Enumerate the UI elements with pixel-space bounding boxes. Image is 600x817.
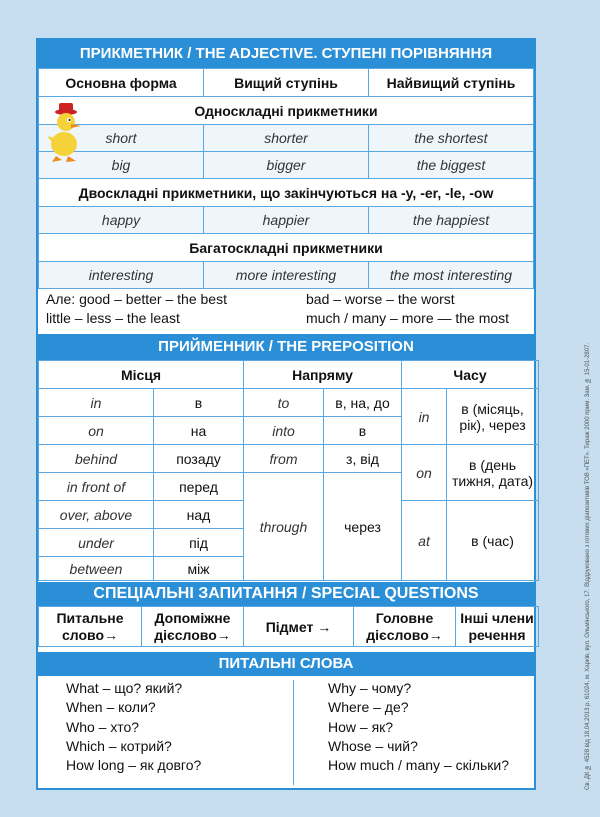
- cell: at: [402, 501, 447, 581]
- cell: in front of: [39, 473, 154, 501]
- cell: в (день тижня, дата): [447, 445, 539, 501]
- cell: on: [402, 445, 447, 501]
- cell: more interesting: [204, 262, 369, 289]
- note-left-1: Але: good – better – the best: [46, 291, 227, 307]
- group-title: Двоскладні прикметники, що закінчуються на -y, -er, -le, -ow: [39, 179, 534, 207]
- col-comparative: Вищий ступінь: [204, 69, 369, 97]
- adjective-title: ПРИКМЕТНИК / THE ADJECTIVE. СТУПЕНІ ПОРІВНЯННЯ: [38, 40, 534, 68]
- qword: How much / many – скільки?: [328, 757, 510, 773]
- cell: на: [154, 417, 244, 445]
- cell: between: [39, 557, 154, 581]
- col-place: Місця: [39, 361, 244, 389]
- qword: When – коли?: [66, 699, 156, 715]
- col-base: Основна форма: [39, 69, 204, 97]
- note-left-2: little – less – the least: [46, 310, 180, 326]
- cell: в (місяць, рік), через: [447, 389, 539, 445]
- cell: from: [244, 445, 324, 473]
- cell: над: [154, 501, 244, 529]
- cell: в (час): [447, 501, 539, 581]
- cell: the happiest: [369, 207, 534, 234]
- cell: short: [39, 125, 204, 152]
- special-title: СПЕЦІАЛЬНІ ЗАПИТАННЯ / SPECIAL QUESTIONS: [38, 582, 534, 606]
- cell: to: [244, 389, 324, 417]
- cell: перед: [154, 473, 244, 501]
- cell: в: [324, 417, 402, 445]
- cell: over, above: [39, 501, 154, 529]
- cell: the most interesting: [369, 262, 534, 289]
- cell: behind: [39, 445, 154, 473]
- qword: How long – як довго?: [66, 757, 202, 773]
- qword: Whose – чий?: [328, 738, 418, 754]
- qword: How – як?: [328, 719, 394, 735]
- cell: bigger: [204, 152, 369, 179]
- col-superlative: Найвищий ступінь: [369, 69, 534, 97]
- cell: між: [154, 557, 244, 581]
- qword: Who – хто?: [66, 719, 140, 735]
- cell: happy: [39, 207, 204, 234]
- group-title: Багатоскладні прикметники: [39, 234, 534, 262]
- imprint-text: Св. ДК № 4528 від 18.04.2013 р. 61024, м. Харків, вул. Ольмінського, 17. Віддруковано з готових діапозитивів ТОВ «ПЕТ». Тираж 2000 прим. Зам. № 15-01-2807.: [585, 342, 591, 790]
- cell: in: [39, 389, 154, 417]
- cell: в: [154, 389, 244, 417]
- cell: under: [39, 529, 154, 557]
- qword: What – що? який?: [66, 680, 183, 696]
- group-title: Односкладні прикметники: [39, 97, 534, 125]
- qword: Why – чому?: [328, 680, 412, 696]
- col-time: Часу: [402, 361, 539, 389]
- preposition-title: ПРИЙМЕННИК / THE PREPOSITION: [38, 334, 534, 360]
- cell: Підмет →: [244, 607, 354, 647]
- cell: in: [402, 389, 447, 445]
- cell: the biggest: [369, 152, 534, 179]
- cell: into: [244, 417, 324, 445]
- qword: Where – де?: [328, 699, 409, 715]
- cell: [456, 607, 539, 647]
- cell: the shortest: [369, 125, 534, 152]
- cell-line: Допоміжне: [154, 609, 231, 626]
- duck-mascot-icon: [46, 102, 86, 164]
- note-right-2: much / many – more — the most: [306, 310, 510, 326]
- cell: [354, 607, 456, 647]
- cell: on: [39, 417, 154, 445]
- special-table: [38, 606, 534, 647]
- qwords-title: ПИТАЛЬНІ СЛОВА: [38, 652, 534, 676]
- cell-line: Головне: [375, 609, 434, 626]
- cell: позаду: [154, 445, 244, 473]
- cell: interesting: [39, 262, 204, 289]
- cell: shorter: [204, 125, 369, 152]
- cell-line: слово→: [61, 626, 119, 643]
- cell-line: дієслово→: [366, 626, 443, 643]
- cell-line: дієслово→: [154, 626, 231, 643]
- cell: з, від: [324, 445, 402, 473]
- cell: в, на, до: [324, 389, 402, 417]
- grammar-card: [36, 38, 536, 790]
- col-direction: Напряму: [244, 361, 402, 389]
- cell: під: [154, 529, 244, 557]
- cell: [142, 607, 244, 647]
- cell: [39, 607, 142, 647]
- qwords-divider: [293, 680, 294, 785]
- cell: через: [324, 473, 402, 581]
- qword: Which – котрий?: [66, 738, 172, 754]
- cell: big: [39, 152, 204, 179]
- adjective-table: [38, 68, 534, 289]
- cell: through: [244, 473, 324, 581]
- cell-line: Питальне: [56, 609, 124, 626]
- cell: happier: [204, 207, 369, 234]
- note-right-1: bad – worse – the worst: [306, 291, 455, 307]
- cell-line: Інші члени: [460, 609, 534, 626]
- cell-line: речення: [468, 626, 526, 643]
- preposition-table: [38, 360, 534, 581]
